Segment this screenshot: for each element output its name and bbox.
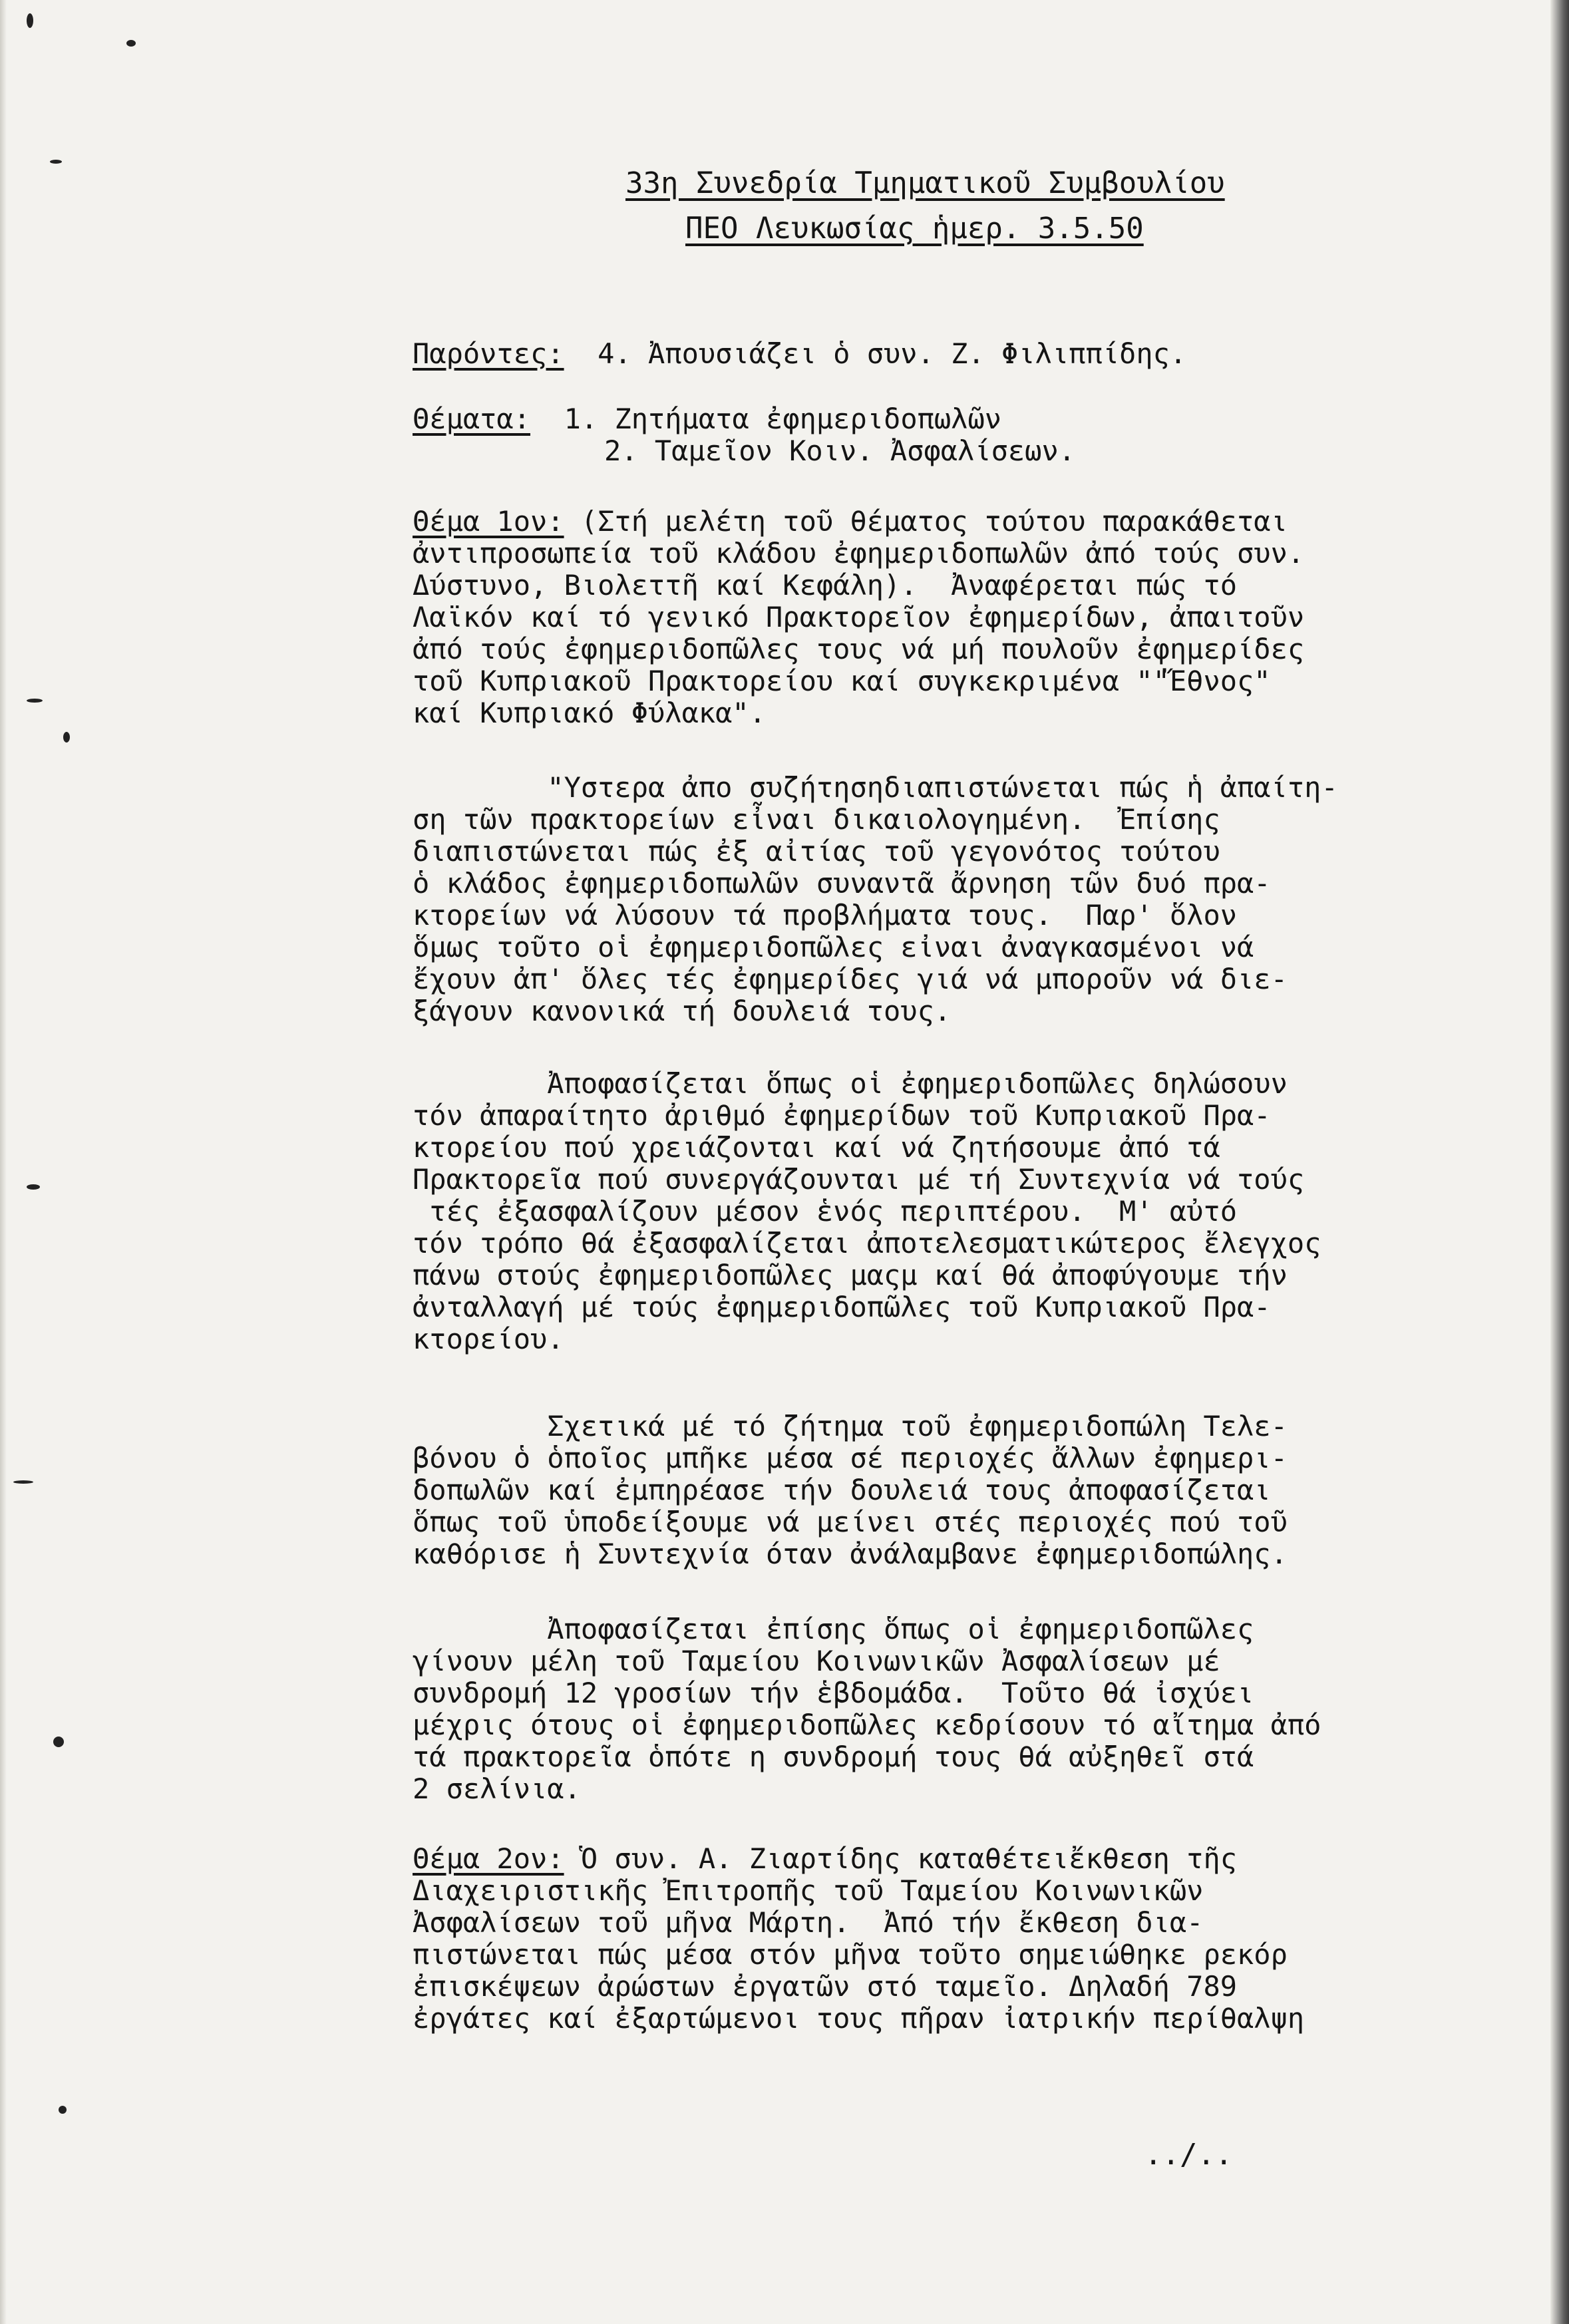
text-line: ὅμως τοῦτο οἱ ἐφημεριδοπῶλες εἰναι ἀναγκασμένοι νά	[413, 931, 1254, 963]
text-line: "Υστερα ἀπο συζήτησηδιαπιστώνεται πώς ἡ ἀπαίτη-	[413, 771, 1338, 804]
scan-speck	[27, 1184, 40, 1190]
scan-speck	[13, 1480, 33, 1484]
present-row	[413, 338, 1530, 370]
text-line: Πρακτορεῖα πού συνεργάζουνται μέ τή Συντεχνία νά τούς	[413, 1163, 1305, 1196]
topics-item-row	[604, 435, 1569, 467]
text-line: συνδρομή 12 γροσίων τήν ἑβδομάδα. Τοῦτο θά ἰσχύει	[413, 1677, 1254, 1709]
text-line: δοπωλῶν καί ἐμπηρέασε τήν δουλειά τους ἀποφασίζεται	[413, 1474, 1271, 1506]
text-line: τοῦ Κυπριακοῦ Πρακτορείου καί συγκεκριμένα ""Ἔθνος"	[413, 665, 1271, 697]
text-line: τόν ἀπαραίτητο ἀριθμό ἐφημερίδων τοῦ Κυπριακοῦ Πρα-	[413, 1099, 1271, 1132]
paragraph-5	[413, 1613, 1530, 1805]
topics-row	[413, 403, 1530, 435]
document-subtitle: ΠΕΟ Λευκωσίας ἡμερ. 3.5.50	[685, 212, 1144, 246]
text-line: ξάγουν κανονικά τή δουλειά τους.	[413, 995, 952, 1027]
text-line: μέχρις ότους οἱ ἐφημεριδοπῶλες κεδρίσουν τό αἴτημα ἀπό	[413, 1709, 1321, 1741]
text-line: καί Κυπριακό Φύλακα".	[413, 697, 767, 729]
scan-speck	[53, 1737, 64, 1747]
text-line: γίνουν μέλη τοῦ Ταμείου Κοινωνικῶν Ἀσφαλίσεων μέ	[413, 1645, 1220, 1677]
text-line: Δύστυνο, Βιολεττῆ καί Κεφάλη). Ἀναφέρεται πώς τό	[413, 569, 1238, 601]
text-line: βόνου ὁ ὁποῖος μπῆκε μέσα σέ περιοχές ἄλλων ἐφημερι-	[413, 1442, 1288, 1474]
document-title: 33η Συνεδρία Τμηματικοῦ Συμβουλίου	[625, 166, 1225, 200]
text-line: ὁ κλάδος ἐφημεριδοπωλῶν συναντᾶ ἄρνηση τῶν δυό πρα-	[413, 867, 1271, 900]
text-line: διαπιστώνεται πώς ἐξ αἰτίας τοῦ γεγονότος τούτου	[413, 835, 1220, 868]
topic2-label: Θέμα 2ον:	[413, 1842, 564, 1875]
topic2-paragraph	[413, 1843, 1530, 2035]
text-line: ἀντιπροσωπεία τοῦ κλάδου ἐφημεριδοπωλῶν ἀπό τούς συν.	[413, 537, 1305, 570]
scan-speck	[59, 2106, 67, 2114]
text-line: Διαχειριστικῆς Ἐπιτροπῆς τοῦ Ταμείου Κοινωνικῶν	[413, 1874, 1204, 1907]
scan-speck	[126, 40, 136, 47]
text-line	[413, 506, 1530, 538]
text-line: πάνω στούς ἐφημεριδοπῶλες μαςμ καί θά ἀποφύγουμε τήν	[413, 1259, 1288, 1291]
text-line-content: (Στή μελέτη τοῦ θέματος τούτου παρακάθεται	[564, 505, 1288, 538]
text-line: τόν τρόπο θά ἐξασφαλίζεται ἀποτελεσματικώτερος ἔλεγχος	[413, 1227, 1321, 1259]
text-line: ἐργάτες καί ἐξαρτώμενοι τους πῆραν ἰατρικήν περίθαλψη	[413, 2002, 1305, 2035]
text-line: ἔχουν ἀπ' ὅλες τές ἐφημερίδες γιά νά μποροῦν νά διε-	[413, 963, 1288, 995]
text-line: ὅπως τοῦ ὑποδείξουμε νά μείνει στές περιοχές πού τοῦ	[413, 1506, 1288, 1538]
text-line: Ἀσφαλίσεων τοῦ μῆνα Μάρτη. Ἀπό τήν ἔκθεση δια-	[413, 1906, 1204, 1939]
text-line: τές ἐξασφαλίζουν μέσον ἑνός περιπτέρου. Μ' αὐτό	[413, 1195, 1238, 1228]
paragraph-3	[413, 1068, 1530, 1355]
topics-item: 1. Ζητήματα ἐφημεριδοπωλῶν	[564, 403, 1002, 435]
text-line-content: Ὁ συν. Α. Ζιαρτίδης καταθέτειἔκθεση τῆς	[564, 1842, 1238, 1875]
paragraph-4	[413, 1411, 1530, 1570]
text-line: τά πρακτορεῖα ὁπότε η συνδρομή τους θά αὐξηθεῖ στά	[413, 1741, 1254, 1773]
text-line: Λαϊκόν καί τό γενικό Πρακτορεῖον ἐφημερίδων, ἀπαιτοῦν	[413, 601, 1305, 633]
text-line: πιστώνεται πώς μέσα στόν μῆνα τοῦτο σημειώθηκε ρεκόρ	[413, 1938, 1288, 1971]
text-line: Ἀποφασίζεται ὅπως οἱ ἐφημεριδοπῶλες δηλώσουν	[413, 1067, 1288, 1100]
present-label: Παρόντες:	[413, 337, 564, 370]
text-line: κτορείων νά λύσουν τά προβλήματα τους. Παρ' ὅλον	[413, 899, 1238, 931]
topic1-paragraph	[413, 506, 1530, 729]
text-line: ἀνταλλαγή μέ τούς ἐφημεριδοπῶλες τοῦ Κυπριακοῦ Πρα-	[413, 1291, 1271, 1323]
paragraph-2	[413, 772, 1530, 1027]
text-line: κτορείου πού χρειάζονται καί νά ζητήσουμε ἀπό τά	[413, 1131, 1220, 1164]
scan-right-edge	[1550, 0, 1569, 2324]
text-line: κτορείου.	[413, 1323, 564, 1355]
text-line: ἀπό τούς ἐφημεριδοπῶλες τους νά μή πουλοῦν ἐφημερίδες	[413, 633, 1305, 665]
page-continuation-marker: ../..	[1144, 2138, 1233, 2172]
text-line: 2 σελίνια.	[413, 1772, 581, 1805]
scan-left-edge	[0, 0, 7, 2324]
scan-speck	[50, 160, 62, 164]
scan-speck	[27, 699, 43, 703]
scan-speck	[27, 13, 33, 28]
scan-speck	[63, 732, 70, 743]
text-line: ση τῶν πρακτορείων εἶναι δικαιολογημένη. Ἐπίσης	[413, 803, 1220, 836]
text-line: Ἀποφασίζεται ἐπίσης ὅπως οἱ ἐφημεριδοπῶλες	[413, 1613, 1254, 1645]
topic1-label: Θέμα 1ον:	[413, 505, 564, 538]
text-line: ἐπισκέψεων ἀρώστων ἐργατῶν στό ταμεῖο. Δηλαδή 789	[413, 1970, 1238, 2003]
topics-item: 2. Ταμεῖον Κοιν. Ἀσφαλίσεων.	[604, 434, 1076, 467]
topics-label: Θέματα:	[413, 403, 531, 435]
present-text: 4. Ἀπουσιάζει ὁ συν. Ζ. Φιλιππίδης.	[598, 337, 1187, 370]
text-line	[413, 1843, 1530, 1875]
text-line: Σχετικά μέ τό ζήτημα τοῦ ἐφημεριδοπώλη Τελε-	[413, 1410, 1288, 1442]
text-line: καθόρισε ἡ Συντεχνία όταν ἀνάλαμβανε ἐφημεριδοπώλης.	[413, 1538, 1288, 1570]
